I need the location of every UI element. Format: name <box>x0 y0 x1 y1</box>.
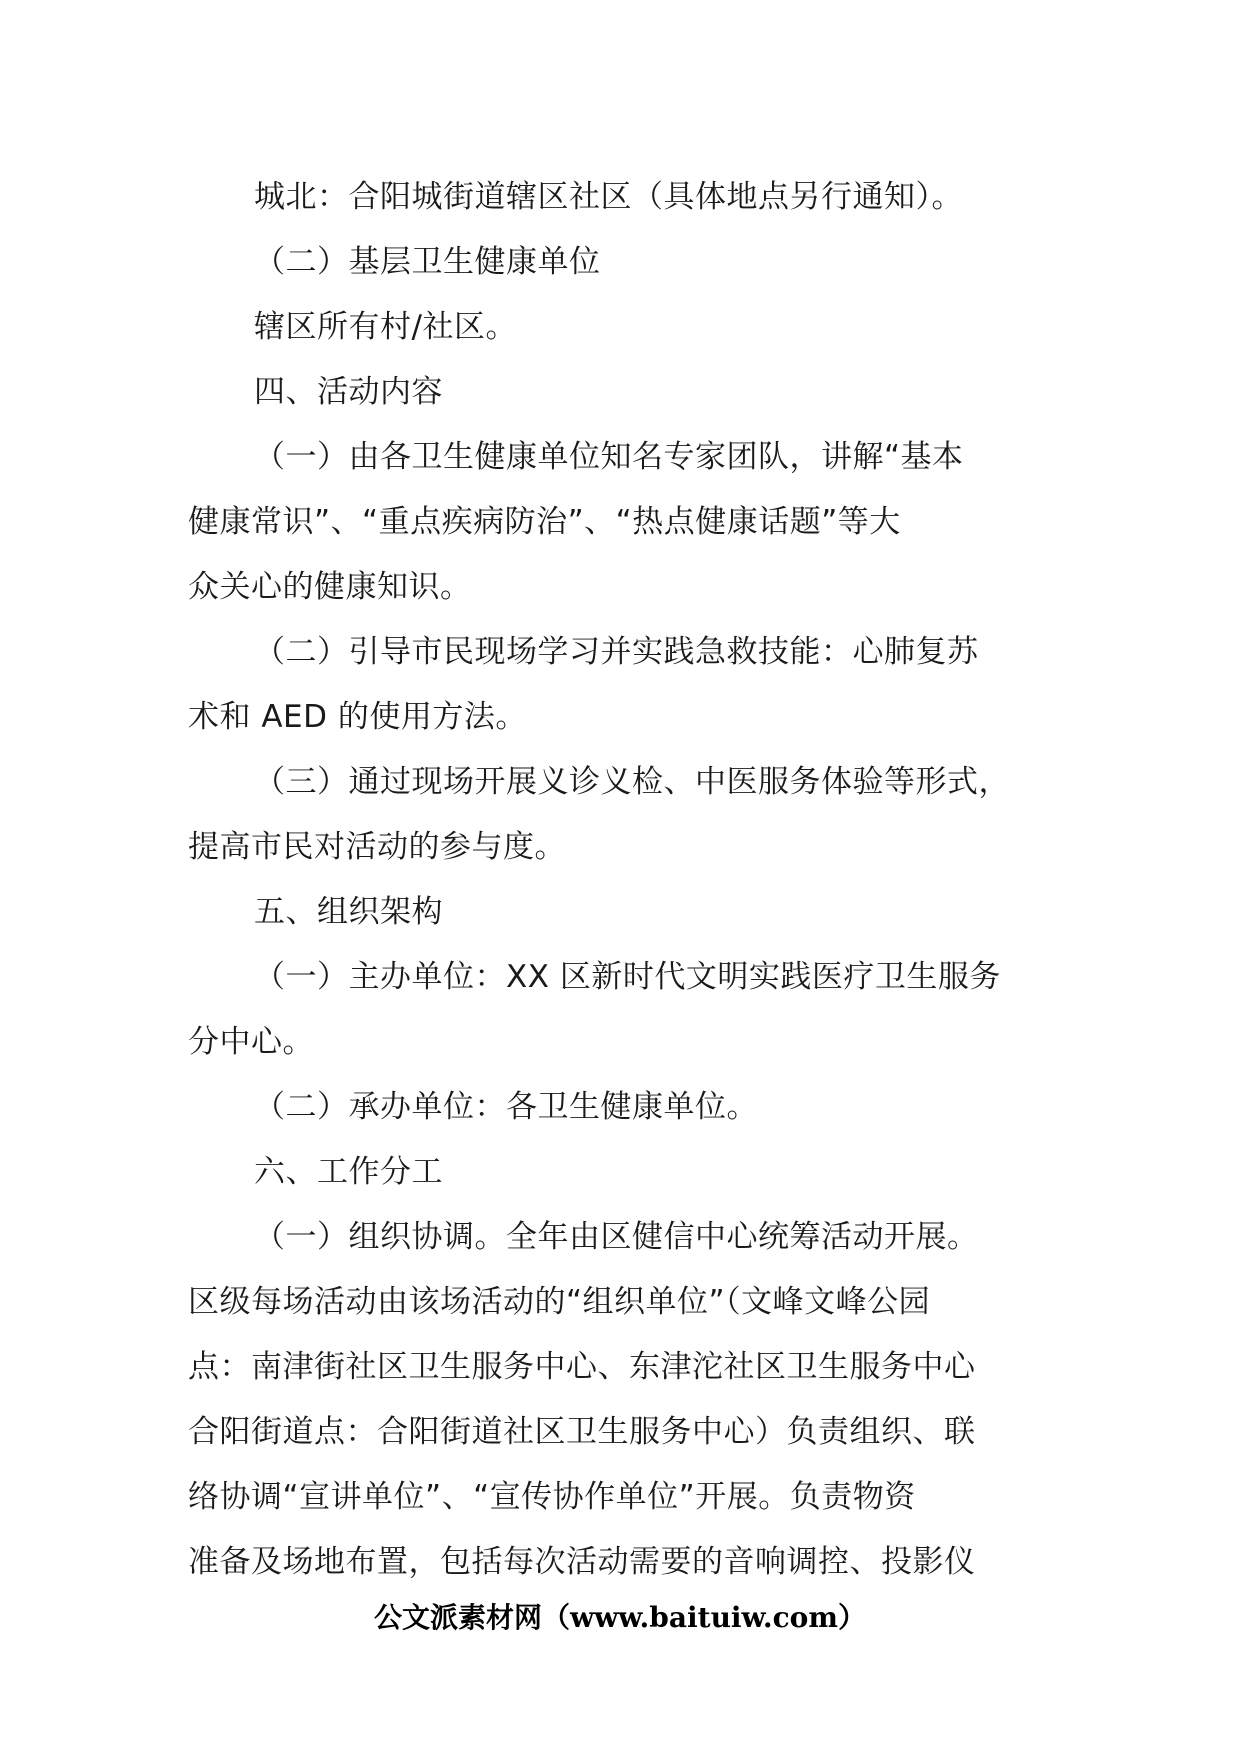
section-heading: 六、工作分工 <box>254 1154 443 1190</box>
paragraph-line: 提高市民对活动的参与度。 <box>188 829 566 865</box>
paragraph-line: 络协调“宣讲单位”、“宣传协作单位”开展。负责物资 <box>188 1479 916 1515</box>
paragraph-line: （二）承办单位：各卫生健康单位。 <box>254 1089 758 1125</box>
paragraph-line: 术和 AED 的使用方法。 <box>188 699 527 735</box>
paragraph-line: （一）由各卫生健康单位知名专家团队，讲解“基本 <box>254 439 964 475</box>
paragraph-line: （一）主办单位：XX 区新时代文明实践医疗卫生服务 <box>254 959 1001 995</box>
footer-watermark: 公文派素材网（www.baituiw.com） <box>374 1601 866 1634</box>
paragraph-line: 区级每场活动由该场活动的“组织单位”（文峰文峰公园 <box>188 1284 931 1320</box>
paragraph-line: 众关心的健康知识。 <box>188 569 472 605</box>
paragraph-line: 辖区所有村/社区。 <box>254 309 517 345</box>
paragraph-line: 合阳街道点：合阳街道社区卫生服务中心）负责组织、联 <box>188 1414 976 1450</box>
paragraph-line: 分中心。 <box>188 1024 314 1060</box>
paragraph-line: （一）组织协调。全年由区健信中心统筹活动开展。 <box>254 1219 979 1255</box>
document-body <box>188 165 1088 1595</box>
paragraph-line: （二）引导市民现场学习并实践急救技能：心肺复苏 <box>254 634 979 670</box>
section-heading: 四、活动内容 <box>254 374 443 410</box>
paragraph-line: 点：南津街社区卫生服务中心、东津沱社区卫生服务中心 <box>188 1349 976 1385</box>
paragraph-line: 健康常识”、“重点疾病防治”、“热点健康话题”等大 <box>188 504 901 540</box>
paragraph-line: （三）通过现场开展义诊义检、中医服务体验等形式， <box>254 764 1010 800</box>
section-heading: 五、组织架构 <box>254 894 443 930</box>
paragraph-line: 准备及场地布置，包括每次活动需要的音响调控、投影仪 <box>188 1544 976 1580</box>
subsection-heading: （二）基层卫生健康单位 <box>254 244 601 280</box>
paragraph-line: 城北：合阳城街道辖区社区（具体地点另行通知）。 <box>254 179 963 215</box>
